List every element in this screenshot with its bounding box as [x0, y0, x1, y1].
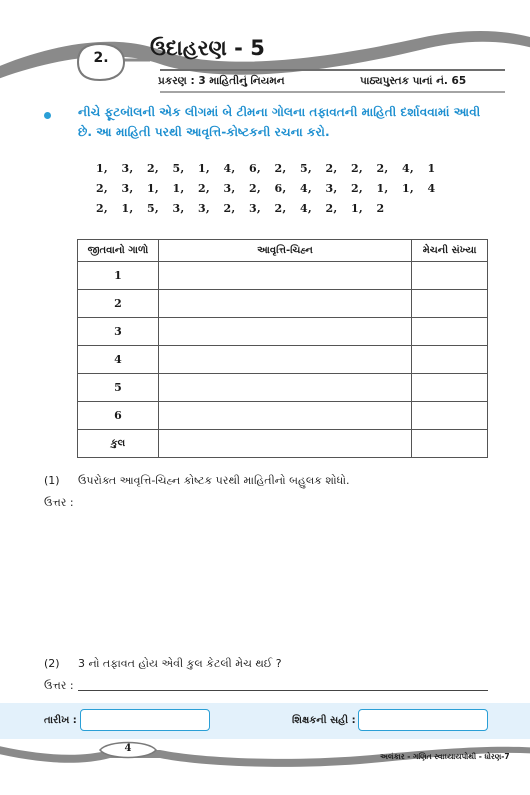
tally-cell[interactable]: [158, 318, 411, 346]
data-row: 1, 3, 2, 5, 1, 4, 6, 2, 5, 2, 2, 2, 4, 1: [96, 162, 436, 175]
answer-label: ઉત્તર :: [44, 496, 74, 509]
data-row: 2, 3, 1, 1, 2, 3, 2, 6, 4, 3, 2, 1, 1, 4: [96, 182, 436, 195]
margin-cell: 6: [78, 402, 159, 430]
question-text: 3 નો તફાવત હોય એવી કુલ કેટલી મેચ થઈ ?: [78, 657, 282, 670]
date-field[interactable]: [80, 709, 210, 731]
answer-line[interactable]: [78, 690, 488, 691]
tally-cell[interactable]: [158, 374, 411, 402]
tally-cell[interactable]: [158, 346, 411, 374]
tally-cell[interactable]: [158, 290, 411, 318]
tally-cell[interactable]: [158, 402, 411, 430]
frequency-table: [77, 239, 488, 458]
question-number: (2): [44, 657, 60, 670]
count-cell[interactable]: [412, 262, 488, 290]
table-row: [78, 290, 488, 318]
answer-area[interactable]: [78, 510, 488, 650]
table-total-row: [78, 430, 488, 458]
margin-cell: 2: [78, 290, 159, 318]
page-number: 4: [124, 743, 132, 754]
table-row: [78, 402, 488, 430]
data-row: 2, 1, 5, 3, 3, 2, 3, 2, 4, 2, 1, 2: [96, 202, 385, 215]
brand-text: અલંકાર - ગણિત સ્વાધ્યાયપોથી - ધોરણ-7: [380, 752, 510, 761]
column-header-matches: મેચની સંખ્યા: [412, 240, 488, 262]
date-label: તારીખ :: [44, 715, 77, 726]
textbook-page-ref: પાઠ્યપુસ્તક પાનાં નં. 65: [360, 75, 467, 87]
question-number: (1): [44, 474, 60, 487]
tally-cell[interactable]: [158, 262, 411, 290]
teacher-sign-label: શિક્ષકની સહી :: [292, 715, 356, 726]
teacher-sign-field[interactable]: [358, 709, 488, 731]
question-text: ઉપરોક્ત આવૃત્તિ-ચિહ્ન કોષ્ટક પરથી માહિતીનો બહુલક શોધો.: [78, 474, 350, 487]
count-total-cell[interactable]: [412, 430, 488, 458]
table-row: [78, 318, 488, 346]
margin-cell: 3: [78, 318, 159, 346]
count-cell[interactable]: [412, 402, 488, 430]
total-label: કુલ: [78, 430, 159, 458]
table-row: [78, 346, 488, 374]
exercise-number: 2.: [93, 50, 109, 66]
count-cell[interactable]: [412, 290, 488, 318]
chapter-label: પ્રકરણ : 3 માહિતીનું નિયમન: [158, 75, 285, 87]
count-cell[interactable]: [412, 318, 488, 346]
count-cell[interactable]: [412, 346, 488, 374]
table-row: [78, 262, 488, 290]
margin-cell: 1: [78, 262, 159, 290]
column-header-margin: જીતવાનો ગાળો: [78, 240, 159, 262]
column-header-tally: આવૃત્તિ-ચિહ્ન: [158, 240, 411, 262]
instruction-text: નીચે ફૂટબૉલની એક લીગમાં બે ટીમના ગોલના તફાવતની માહિતી દર્શાવવામાં આવી છે. આ માહિતી પરથી આવૃત્તિ-કોષ્ટકની રચના કરો.: [78, 105, 481, 139]
margin-cell: 4: [78, 346, 159, 374]
page-title: ઉદાહરણ - 5: [150, 36, 265, 60]
table-row: [78, 374, 488, 402]
margin-cell: 5: [78, 374, 159, 402]
bullet-icon: [44, 112, 51, 119]
count-cell[interactable]: [412, 374, 488, 402]
answer-label: ઉત્તર :: [44, 679, 74, 692]
table-header-row: [78, 240, 488, 262]
tally-total-cell[interactable]: [158, 430, 411, 458]
